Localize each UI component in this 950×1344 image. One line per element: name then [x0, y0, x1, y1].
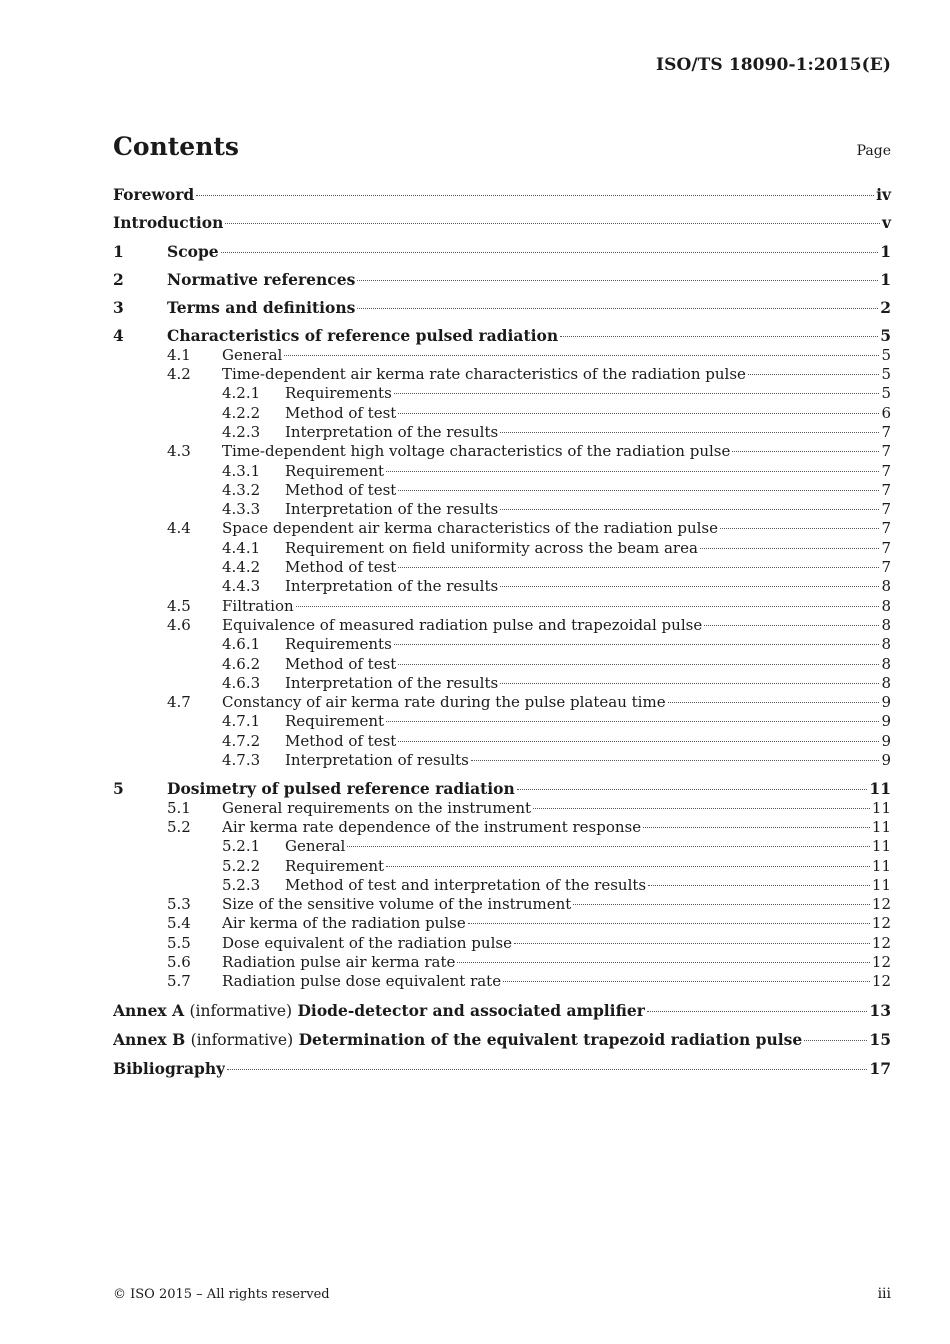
toc-entry-page: 8 — [881, 596, 891, 615]
toc-entry[interactable] — [113, 346, 891, 365]
toc-entry[interactable] — [113, 616, 891, 635]
toc-entry-title: Space dependent air kerma characteristics of the radiation pulse — [222, 519, 719, 538]
toc-entry-number: 5.6 — [167, 952, 191, 971]
toc-entry-page: 12 — [871, 952, 891, 971]
toc-entry-title: Characteristics of reference pulsed radiation — [167, 326, 559, 346]
toc-entry[interactable] — [113, 751, 891, 770]
toc-entry-page: 5 — [881, 345, 891, 364]
toc-entry[interactable] — [113, 674, 891, 693]
dot-leader — [647, 1011, 868, 1012]
dot-leader — [668, 702, 880, 703]
dot-leader — [700, 548, 880, 549]
toc-entry-title: Air kerma rate dependence of the instrument response — [222, 817, 642, 836]
toc-entry-title: Requirements — [285, 384, 392, 403]
toc-entry-page: 8 — [881, 577, 891, 596]
toc-entry-number: 5.1 — [167, 798, 191, 817]
toc-entry-number: 4.4.2 — [222, 558, 261, 577]
toc-entry-title: Interpretation of the results — [285, 673, 499, 692]
toc-entry-title: Method of test — [285, 558, 397, 577]
dot-leader — [296, 606, 880, 607]
toc-entry-page: 8 — [881, 635, 891, 654]
dot-leader — [704, 625, 879, 626]
toc-entry-number: 5.3 — [167, 895, 191, 914]
toc-entry-number: 4.5 — [167, 596, 191, 615]
toc-entry[interactable] — [113, 270, 891, 289]
toc-entry[interactable] — [113, 693, 891, 712]
toc-entry-title: Interpretation of the results — [285, 500, 499, 519]
dot-leader — [517, 789, 868, 790]
toc-entry-page: 12 — [871, 914, 891, 933]
toc-entry-title: Bibliography — [113, 1059, 226, 1079]
toc-entry-title: Method of test — [285, 654, 397, 673]
toc-entry[interactable] — [113, 519, 891, 538]
toc-entry-title: Interpretation of the results — [285, 422, 499, 441]
toc-entry-page: 6 — [881, 403, 891, 422]
toc-entry-title: Interpretation of the results — [285, 577, 499, 596]
dot-leader — [398, 664, 879, 665]
toc-entry-title: Requirement — [285, 856, 385, 875]
toc-entry[interactable] — [113, 423, 891, 442]
toc-entry-page: 8 — [881, 615, 891, 634]
dot-leader — [500, 586, 879, 587]
toc-entry[interactable] — [113, 914, 891, 933]
toc-entry-page: 1 — [880, 241, 891, 261]
toc-entry[interactable] — [113, 1030, 891, 1050]
toc-entry-page: 7 — [881, 442, 891, 461]
toc-entry-page: 7 — [881, 519, 891, 538]
dot-leader — [457, 962, 870, 963]
dot-leader — [533, 808, 870, 809]
toc-entry-number: 4.3.1 — [222, 461, 261, 480]
toc-entry[interactable] — [113, 384, 891, 403]
toc-entry-number: 3 — [113, 298, 124, 318]
dot-leader — [398, 567, 879, 568]
toc-entry-number: 4.4.1 — [222, 538, 261, 557]
toc-entry-number: 5 — [113, 779, 124, 799]
toc-entry-page: 7 — [881, 461, 891, 480]
toc-entry[interactable] — [113, 242, 891, 261]
toc-entry-number: 1 — [113, 241, 124, 261]
toc-entry-number: 5.2 — [167, 817, 191, 836]
toc-entry[interactable] — [113, 558, 891, 577]
toc-entry-number: 4.7.3 — [222, 751, 261, 770]
toc-entry[interactable] — [113, 500, 891, 519]
toc-entry[interactable] — [113, 876, 891, 895]
toc-entry[interactable] — [113, 857, 891, 876]
dot-leader — [221, 252, 879, 253]
dot-leader — [357, 308, 878, 309]
toc-entry-title: Requirement — [285, 712, 385, 731]
toc-entry-title: Dose equivalent of the radiation pulse — [222, 933, 512, 952]
toc-entry-number: 5.2.2 — [222, 856, 261, 875]
toc-entry-number: 4 — [113, 326, 124, 346]
toc-entry-number: 4.2 — [167, 365, 191, 384]
annex-label: Annex A — [113, 1000, 185, 1020]
toc-entry-page: 11 — [871, 837, 891, 856]
dot-leader — [386, 721, 879, 722]
toc-entry-page: 11 — [869, 779, 891, 799]
table-of-contents — [113, 185, 891, 1078]
dot-leader — [284, 355, 879, 356]
toc-entry-title: General requirements on the instrument — [222, 798, 532, 817]
toc-entry-title: Method of test — [285, 403, 397, 422]
toc-entry-number: 5.2.3 — [222, 875, 261, 894]
toc-entry-page: v — [881, 213, 891, 233]
toc-entry-page: 12 — [871, 933, 891, 952]
dot-leader — [225, 223, 880, 224]
dot-leader — [514, 943, 870, 944]
dot-leader — [227, 1069, 867, 1070]
toc-entry[interactable] — [113, 799, 891, 818]
toc-entry[interactable] — [113, 577, 891, 596]
toc-entry-title: Size of the sensitive volume of the instrument — [222, 895, 572, 914]
toc-entry-number: 4.2.1 — [222, 384, 261, 403]
toc-entry-page: 7 — [881, 480, 891, 499]
dot-leader — [804, 1040, 867, 1041]
dot-leader — [500, 509, 879, 510]
dot-leader — [398, 490, 879, 491]
toc-entry-title: Terms and definitions — [167, 298, 356, 318]
toc-entry-title: Filtration — [222, 596, 294, 615]
toc-entry[interactable] — [113, 732, 891, 751]
toc-entry-number: 4.6.1 — [222, 635, 261, 654]
toc-entry-number: 4.7.2 — [222, 731, 261, 750]
dot-leader — [748, 374, 880, 375]
dot-leader — [394, 644, 880, 645]
toc-entry-page: 13 — [869, 1000, 891, 1020]
toc-entry-number: 4.4 — [167, 519, 191, 538]
toc-entry-page: 11 — [871, 798, 891, 817]
copyright-notice: © ISO 2015 – All rights reserved — [113, 1287, 330, 1302]
annex-label: Annex B — [113, 1029, 186, 1049]
toc-entry-number: 5.2.1 — [222, 837, 261, 856]
dot-leader — [560, 336, 878, 337]
document-id: ISO/TS 18090-1:2015(E) — [656, 55, 891, 75]
toc-entry[interactable] — [113, 213, 891, 232]
toc-entry[interactable] — [113, 895, 891, 914]
toc-entry-page: 9 — [881, 731, 891, 750]
toc-entry-title — [113, 1030, 802, 1050]
toc-entry-number: 4.6.2 — [222, 654, 261, 673]
toc-entry-page: 5 — [881, 384, 891, 403]
toc-entry[interactable] — [113, 442, 891, 461]
toc-entry-number: 5.7 — [167, 972, 191, 991]
toc-entry-page: 7 — [881, 422, 891, 441]
toc-entry-title: Introduction — [113, 213, 224, 233]
toc-entry-title — [113, 1001, 645, 1021]
toc-entry-title: Radiation pulse air kerma rate — [222, 952, 456, 971]
dot-leader — [720, 528, 879, 529]
toc-entry-title: Time-dependent high voltage characteristics of the radiation pulse — [222, 442, 731, 461]
toc-entry-page: 12 — [871, 972, 891, 991]
toc-entry-page: 9 — [881, 693, 891, 712]
annex-title: Diode-detector and associated amplifier — [297, 1000, 645, 1020]
toc-entry-title: Time-dependent air kerma rate characteristics of the radiation pulse — [222, 365, 746, 384]
toc-entry[interactable] — [113, 1059, 891, 1078]
dot-leader — [503, 981, 870, 982]
toc-entry-title: Normative references — [167, 269, 356, 289]
toc-entry[interactable] — [113, 298, 891, 317]
dot-leader — [347, 846, 870, 847]
toc-entry-page: 12 — [871, 895, 891, 914]
toc-entry-page: 7 — [881, 558, 891, 577]
toc-entry-number: 5.5 — [167, 933, 191, 952]
toc-entry-page: 1 — [880, 269, 891, 289]
toc-entry[interactable] — [113, 712, 891, 731]
dot-leader — [386, 471, 879, 472]
toc-entry-number: 4.3.2 — [222, 480, 261, 499]
toc-entry-number: 4.3.3 — [222, 500, 261, 519]
toc-entry-title: General — [222, 345, 283, 364]
toc-entry-title: Method of test — [285, 480, 397, 499]
toc-entry-page: 11 — [871, 817, 891, 836]
toc-entry[interactable] — [113, 635, 891, 654]
toc-entry-title: Radiation pulse dose equivalent rate — [222, 972, 502, 991]
page-column-label: Page — [856, 143, 891, 159]
toc-entry-page: 5 — [881, 365, 891, 384]
toc-entry-title: Equivalence of measured radiation pulse and trapezoidal pulse — [222, 615, 703, 634]
toc-entry-page: 11 — [871, 875, 891, 894]
dot-leader — [643, 827, 870, 828]
toc-entry[interactable] — [113, 655, 891, 674]
toc-entry[interactable] — [113, 185, 891, 204]
toc-entry-number: 4.2.2 — [222, 403, 261, 422]
toc-entry-number: 4.7 — [167, 693, 191, 712]
toc-entry-title: Interpretation of results — [285, 751, 469, 770]
toc-entry-number: 4.7.1 — [222, 712, 261, 731]
toc-entry-page: 7 — [881, 500, 891, 519]
toc-entry[interactable] — [113, 972, 891, 991]
toc-entry-page: 9 — [881, 712, 891, 731]
toc-entry-page: 15 — [869, 1029, 891, 1049]
toc-entry-number: 2 — [113, 269, 124, 289]
contents-heading: Contents — [113, 132, 240, 161]
toc-entry[interactable] — [113, 597, 891, 616]
toc-entry[interactable] — [113, 539, 891, 558]
annex-title: Determination of the equivalent trapezoid radiation pulse — [298, 1029, 803, 1049]
toc-entry[interactable] — [113, 837, 891, 856]
dot-leader — [196, 195, 874, 196]
toc-entry[interactable] — [113, 779, 891, 798]
dot-leader — [394, 393, 880, 394]
toc-entry-page: iv — [876, 185, 891, 204]
toc-entry[interactable] — [113, 818, 891, 837]
toc-entry[interactable] — [113, 481, 891, 500]
toc-entry-title: General — [285, 837, 346, 856]
dot-leader — [648, 885, 870, 886]
toc-entry-title: Foreword — [113, 185, 195, 204]
dot-leader — [500, 683, 879, 684]
toc-entry-page: 9 — [881, 751, 891, 770]
toc-entry-page: 17 — [869, 1059, 891, 1079]
dot-leader — [573, 904, 870, 905]
toc-entry-title: Air kerma of the radiation pulse — [222, 914, 466, 933]
toc-entry-title: Method of test — [285, 731, 397, 750]
toc-entry-number: 4.3 — [167, 442, 191, 461]
toc-entry[interactable] — [113, 1001, 891, 1021]
dot-leader — [500, 432, 879, 433]
dot-leader — [386, 866, 870, 867]
toc-entry-page: 5 — [880, 326, 891, 346]
toc-entry[interactable] — [113, 404, 891, 423]
toc-entry-number: 4.1 — [167, 345, 191, 364]
toc-entry-number: 4.4.3 — [222, 577, 261, 596]
page-number: iii — [877, 1286, 891, 1302]
toc-entry[interactable] — [113, 462, 891, 481]
dot-leader — [398, 413, 879, 414]
toc-entry[interactable] — [113, 326, 891, 345]
toc-entry[interactable] — [113, 934, 891, 953]
toc-entry-number: 4.6 — [167, 615, 191, 634]
dot-leader — [732, 451, 879, 452]
toc-entry-title: Requirements — [285, 635, 392, 654]
toc-entry-title: Constancy of air kerma rate during the pulse plateau time — [222, 693, 666, 712]
toc-entry-number: 4.6.3 — [222, 673, 261, 692]
toc-entry-page: 8 — [881, 654, 891, 673]
toc-entry-title: Requirement — [285, 461, 385, 480]
annex-informative-note: (informative) — [190, 1030, 294, 1049]
dot-leader — [357, 280, 878, 281]
annex-informative-note: (informative) — [189, 1001, 293, 1020]
toc-entry-title: Scope — [167, 241, 219, 261]
toc-entry-title: Requirement on field uniformity across the beam area — [285, 538, 698, 557]
toc-entry-page: 7 — [881, 538, 891, 557]
toc-entry-page: 11 — [871, 856, 891, 875]
toc-entry-title: Method of test and interpretation of the results — [285, 875, 647, 894]
dot-leader — [468, 923, 870, 924]
dot-leader — [471, 760, 880, 761]
toc-entry-page: 8 — [881, 673, 891, 692]
toc-entry-title: Dosimetry of pulsed reference radiation — [167, 779, 515, 799]
dot-leader — [398, 741, 879, 742]
toc-entry-number: 5.4 — [167, 914, 191, 933]
toc-entry[interactable] — [113, 365, 891, 384]
toc-entry-page: 2 — [880, 298, 891, 318]
toc-entry-number: 4.2.3 — [222, 422, 261, 441]
toc-entry[interactable] — [113, 953, 891, 972]
